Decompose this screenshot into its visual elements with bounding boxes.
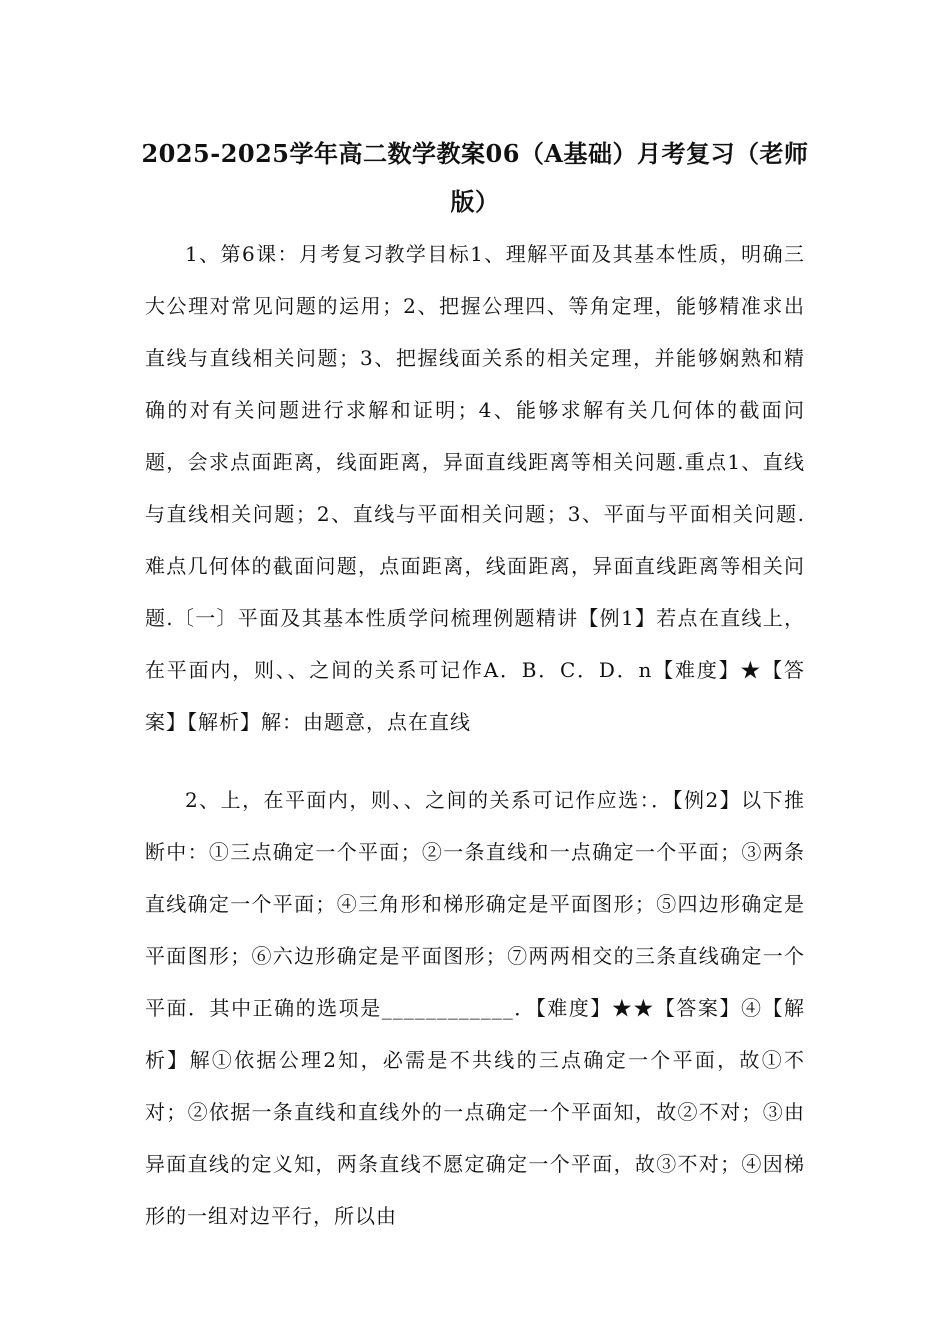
paragraph-1: 1、第6课：月考复习教学目标1、理解平面及其基本性质，明确三大公理对常见问题的运用；2、把握公理四、等角定理，能够精准求出直线与直线相关问题；3、把握线面关系的相关定理，并能够娴熟和精确的对有关问题进行求解和证明；4、能够求解有关几何体的截面问题，会求点面距离，线面距离，异面直线距离等相关问题.重点1、直线与直线相关问题；2、直线与平面相关问题；3、平面与平面相关问题.难点几何体的截面问题，点面距离，线面距离，异面直线距离等相关问题.〔一〕平面及其基本性质学问梳理例题精讲【例1】若点在直线上，在平面内，则、、之间的关系可记作A．B．C．D．n【难度】★【答案】【解析】解：由题意，点在直线 (145, 242, 805, 734)
document-title: 2025-2025学年高二数学教案06（A基础）月考复习（老师版） (141, 139, 809, 216)
paragraph-2: 2、上，在平面内，则、、之间的关系可记作应选：．【例2】以下推断中：①三点确定一个平面；②一条直线和一点确定一个平面；③两条直线确定一个平面；④三角形和梯形确定是平面图形；⑤四边形确定是平面图形；⑥六边形确定是平面图形；⑦两两相交的三条直线确定一个平面．其中正确的选项是____________．【难度】★★【答案】④【解析】解①依据公理2知，必需是不共线的三点确定一个平面，故①不对；②依据一条直线和直线外的一点确定一个平面知，故②不对；③由异面直线的定义知，两条直线不愿定确定一个平面，故③不对；④因梯形的一组对边平行，所以由 (145, 788, 805, 1228)
